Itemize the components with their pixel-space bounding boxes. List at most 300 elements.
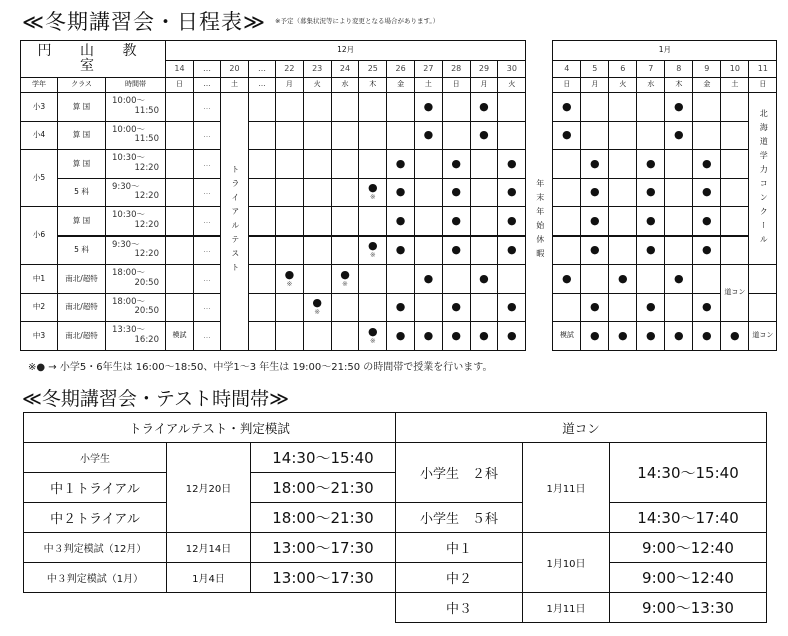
test-date: 1月11日 [523, 593, 610, 623]
holiday-column [526, 41, 553, 93]
day-cell [331, 207, 359, 236]
class-day-dot-icon: ● [590, 185, 600, 199]
class-day-dot-icon: ● [702, 300, 712, 314]
day-cell [665, 150, 693, 179]
weekday-header: 水 [331, 78, 359, 93]
time-text: 12:20 [134, 249, 159, 260]
dots-cell [249, 178, 276, 207]
day-cell [414, 93, 442, 122]
time-text: 10:00～ [112, 96, 145, 107]
date-header: 11 [749, 61, 777, 78]
date-header: 10 [721, 61, 749, 78]
day-cell [331, 236, 359, 265]
class-day-dot-icon: ● [702, 156, 712, 170]
day-cell [553, 178, 581, 207]
section-title: ≪冬期講習会・テスト時間帯≫ [22, 388, 290, 410]
class-cell: 南北/超特 [58, 322, 106, 351]
test-time: 18:00～21:30 [251, 473, 396, 503]
class-cell: 南北/超特 [58, 293, 106, 322]
time-cell [106, 322, 166, 351]
date-header: 22 [276, 61, 304, 78]
class-cell: 算 国 [58, 93, 106, 122]
class-day-dot-icon: ● [451, 213, 461, 227]
class-day-dot-icon: ● [423, 128, 434, 142]
evening-note-mark: ※ [369, 251, 376, 260]
class-day-dot-icon: ● [702, 328, 712, 342]
day-cell [749, 265, 777, 294]
day-cell [303, 93, 331, 122]
evening-note-mark: ※ [286, 279, 293, 288]
date-header: 5 [581, 61, 609, 78]
day-cell [442, 121, 470, 150]
day-cell [470, 265, 498, 294]
test-time: 9:00～13:30 [610, 593, 767, 623]
day-cell [303, 207, 331, 236]
dots-cell [249, 207, 276, 236]
day-cell [665, 207, 693, 236]
class-day-dot-icon: ● [590, 300, 600, 314]
class-day-dot-icon: ● [618, 328, 628, 342]
day-cell [553, 293, 581, 322]
date-header: 6 [609, 61, 637, 78]
weekday-header: 火 [303, 78, 331, 93]
day-cell [470, 293, 498, 322]
day-cell [331, 265, 359, 294]
dots-cell: … [194, 236, 221, 265]
day-cell [276, 150, 304, 179]
time-text: 12:20 [134, 191, 159, 202]
column-header: 学年 [21, 78, 58, 93]
schedule-row [21, 207, 777, 236]
grade-cell: 中2 [21, 293, 58, 322]
dots-cell [249, 293, 276, 322]
class-day-dot-icon: ● [562, 128, 572, 142]
grade-cell: 小6 [21, 207, 58, 265]
day-cell [498, 93, 526, 122]
time-text: 18:00～ [112, 296, 145, 307]
day-cell [276, 207, 304, 236]
day-cell [442, 322, 470, 351]
time-text: 10:30～ [112, 153, 145, 164]
day-cell [693, 207, 721, 236]
day-cell [637, 236, 665, 265]
day-cell [359, 322, 387, 351]
weekday-header: 日 [166, 78, 194, 93]
class-cell: 算 国 [58, 121, 106, 150]
time-text: 20:50 [134, 306, 159, 317]
class-day-dot-icon: ● [312, 296, 322, 310]
day-cell [414, 121, 442, 150]
day-cell [359, 265, 387, 294]
class-day-dot-icon: ● [507, 185, 517, 199]
class-day-dot-icon: ● [590, 156, 600, 170]
day-cell [387, 121, 415, 150]
class-day-dot-icon: ● [674, 99, 684, 113]
footnote: ※● → 小学5・6年生は 16:00～18:50、中学1～3 年生は 19:00～21:50 の時間帯で授業を行います。 [28, 362, 493, 373]
day-cell [387, 207, 415, 236]
day-cell [498, 322, 526, 351]
class-day-dot-icon: ● [702, 213, 712, 227]
date-header: 25 [359, 61, 387, 78]
day-cell [581, 178, 609, 207]
schedule-row [21, 121, 777, 150]
class-day-dot-icon: ● [562, 99, 572, 113]
time-cell [106, 93, 166, 122]
day-cell [414, 236, 442, 265]
time-text: 11:50 [134, 105, 159, 116]
day-cell [693, 236, 721, 265]
day-cell [442, 178, 470, 207]
day-cell [359, 293, 387, 322]
day-cell [609, 322, 637, 351]
day-cell [721, 322, 749, 351]
class-day-dot-icon: ● [367, 239, 378, 253]
test-date: 1月10日 [523, 533, 610, 593]
class-day-dot-icon: ● [367, 324, 378, 338]
class-day-dot-icon: ● [674, 271, 684, 285]
test-name: 中１トライアル [24, 473, 167, 503]
test-date: 12月20日 [167, 443, 251, 533]
trial-test-cell: トライアルテスト [221, 93, 249, 351]
month-december: 12月 [166, 41, 526, 61]
day-cell [665, 322, 693, 351]
day-cell [303, 121, 331, 150]
date-header: 7 [637, 61, 665, 78]
class-day-dot-icon: ● [395, 213, 406, 227]
class-day-dot-icon: ● [284, 267, 295, 281]
date-header: 28 [442, 61, 470, 78]
date-header: 26 [387, 61, 415, 78]
time-cell [106, 236, 166, 265]
dots-cell [249, 121, 276, 150]
weekday-header: 月 [276, 78, 304, 93]
weekday-header: 金 [693, 78, 721, 93]
day-cell [166, 93, 194, 122]
day-cell [693, 121, 721, 150]
date-header: 24 [331, 61, 359, 78]
day-cell [442, 236, 470, 265]
dots-cell: … [194, 265, 221, 294]
day-cell [693, 150, 721, 179]
weekday-header: 日 [749, 78, 777, 93]
test-time: 9:00～12:40 [610, 563, 767, 593]
day-cell [276, 93, 304, 122]
weekday-header: 土 [414, 78, 442, 93]
day-cell [553, 150, 581, 179]
day-cell [498, 265, 526, 294]
day-cell [414, 150, 442, 179]
day-cell [581, 121, 609, 150]
date-header: 23 [303, 61, 331, 78]
schedule-row [21, 322, 777, 351]
day-cell [359, 207, 387, 236]
day-cell [166, 150, 194, 179]
class-day-dot-icon: ● [646, 156, 656, 170]
day-cell [276, 293, 304, 322]
day-cell [331, 322, 359, 351]
class-day-dot-icon: ● [618, 271, 628, 285]
weekday-header: 金 [387, 78, 415, 93]
trial-test-table [23, 412, 396, 593]
class-day-dot-icon: ● [674, 328, 684, 342]
day-cell [331, 121, 359, 150]
day-cell [276, 178, 304, 207]
dots-cell: … [194, 150, 221, 179]
day-cell [665, 293, 693, 322]
class-day-dot-icon: ● [423, 271, 434, 285]
day-cell [609, 150, 637, 179]
day-cell [414, 207, 442, 236]
class-day-dot-icon: ● [451, 328, 461, 342]
table-header: トライアルテスト・判定模試 [24, 413, 396, 443]
date-header: 14 [166, 61, 194, 78]
day-cell [721, 121, 749, 150]
class-day-dot-icon: ● [395, 328, 406, 342]
class-day-dot-icon: ● [479, 271, 489, 285]
day-cell [637, 293, 665, 322]
day-cell: 道コン [721, 265, 749, 322]
day-cell [637, 178, 665, 207]
time-text: 12:20 [134, 219, 159, 230]
day-cell [693, 293, 721, 322]
class-day-dot-icon: ● [451, 300, 461, 314]
class-day-dot-icon: ● [646, 213, 656, 227]
class-day-dot-icon: ● [395, 243, 406, 257]
test-name: 中２ [396, 563, 523, 593]
time-text: 9:30～ [112, 239, 140, 250]
holiday-cell: 年末年始休暇 [526, 93, 553, 351]
day-cell [331, 293, 359, 322]
class-day-dot-icon: ● [395, 156, 406, 170]
class-cell: 5 科 [58, 178, 106, 207]
concours-cell: 北海道学力コンクール [749, 93, 777, 265]
weekday-header: 土 [221, 78, 249, 93]
time-cell [106, 121, 166, 150]
schedule-row [21, 265, 777, 294]
day-cell [387, 150, 415, 179]
schedule-note: ※予定（募集状況等により変更となる場合があります。） [275, 17, 440, 25]
class-cell: 南北/超特 [58, 265, 106, 294]
day-cell [359, 121, 387, 150]
day-cell [581, 150, 609, 179]
time-text: 9:30～ [112, 181, 140, 192]
day-cell [609, 207, 637, 236]
day-cell [166, 265, 194, 294]
test-name: 中３ [396, 593, 523, 623]
weekday-header: 木 [359, 78, 387, 93]
time-cell [106, 293, 166, 322]
day-cell [470, 121, 498, 150]
test-time: 13:00～17:30 [251, 563, 396, 593]
day-cell [387, 322, 415, 351]
day-cell [166, 178, 194, 207]
class-day-dot-icon: ● [507, 243, 517, 257]
table-header: 道コン [396, 413, 767, 443]
day-cell [414, 265, 442, 294]
day-cell [498, 207, 526, 236]
class-day-dot-icon: ● [423, 328, 434, 342]
day-cell [637, 150, 665, 179]
day-cell [721, 178, 749, 207]
schedule-row [21, 178, 777, 207]
time-text: 12:20 [134, 162, 159, 173]
class-cell: 算 国 [58, 150, 106, 179]
day-cell [553, 265, 581, 294]
class-day-dot-icon: ● [562, 271, 572, 285]
day-cell [498, 121, 526, 150]
test-date: 12月14日 [167, 533, 251, 563]
day-cell [387, 93, 415, 122]
class-day-dot-icon: ● [507, 300, 517, 314]
day-cell [609, 121, 637, 150]
day-cell [359, 93, 387, 122]
day-cell [303, 322, 331, 351]
schedule-row [21, 236, 777, 265]
test-name: 小学生 ２科 [396, 443, 523, 503]
time-text: 13:30～ [112, 325, 145, 336]
dots-cell [249, 93, 276, 122]
time-cell [106, 150, 166, 179]
day-cell [303, 150, 331, 179]
dots-cell: … [194, 293, 221, 322]
evening-note-mark: ※ [314, 308, 321, 317]
day-cell [414, 322, 442, 351]
class-cell: 5 科 [58, 236, 106, 265]
weekday-header: 月 [470, 78, 498, 93]
class-day-dot-icon: ● [730, 328, 740, 342]
weekday-header: 日 [553, 78, 581, 93]
day-cell [665, 265, 693, 294]
day-cell: 道コン [749, 322, 777, 351]
day-cell [359, 236, 387, 265]
weekday-header: 日 [442, 78, 470, 93]
schedule-table [20, 40, 777, 351]
day-cell [609, 236, 637, 265]
day-cell [581, 236, 609, 265]
class-day-dot-icon: ● [590, 328, 600, 342]
test-time: 18:00～21:30 [251, 503, 396, 533]
test-date: 1月11日 [523, 443, 610, 533]
test-name: 中２トライアル [24, 503, 167, 533]
day-cell [414, 293, 442, 322]
class-day-dot-icon: ● [507, 213, 517, 227]
grade-cell: 中3 [21, 322, 58, 351]
dots-cell: … [194, 322, 221, 351]
class-day-dot-icon: ● [479, 328, 489, 342]
day-cell [637, 322, 665, 351]
test-time: 14:30～15:40 [251, 443, 396, 473]
day-cell [470, 150, 498, 179]
class-day-dot-icon: ● [423, 99, 434, 113]
day-cell [665, 236, 693, 265]
day-cell [442, 293, 470, 322]
day-cell [470, 236, 498, 265]
test-time: 13:00～17:30 [251, 533, 396, 563]
day-cell [721, 93, 749, 122]
day-cell [470, 93, 498, 122]
class-day-dot-icon: ● [451, 185, 461, 199]
date-header: 9 [693, 61, 721, 78]
day-cell [166, 236, 194, 265]
test-time: 14:30～15:40 [610, 443, 767, 503]
day-cell [303, 178, 331, 207]
schedule-row [21, 150, 777, 179]
date-header: … [249, 61, 276, 78]
page-title: ≪冬期講習会・日程表≫ [22, 10, 266, 34]
time-cell [106, 265, 166, 294]
date-header: 4 [553, 61, 581, 78]
day-cell [470, 322, 498, 351]
dots-cell [249, 265, 276, 294]
day-cell [665, 121, 693, 150]
day-cell [331, 93, 359, 122]
day-cell [303, 265, 331, 294]
day-cell [553, 236, 581, 265]
day-cell [609, 93, 637, 122]
schedule-row [21, 293, 777, 322]
class-day-dot-icon: ● [367, 181, 378, 195]
class-day-dot-icon: ● [507, 156, 517, 170]
dots-cell: … [194, 121, 221, 150]
class-day-dot-icon: ● [646, 300, 656, 314]
class-day-dot-icon: ● [479, 128, 489, 142]
day-cell [498, 178, 526, 207]
dots-cell [249, 150, 276, 179]
test-name: 中３判定模試（1月） [24, 563, 167, 593]
class-day-dot-icon: ● [395, 185, 406, 199]
class-day-dot-icon: ● [507, 328, 517, 342]
day-cell [470, 178, 498, 207]
dots-cell: … [194, 207, 221, 236]
class-day-dot-icon: ● [395, 300, 406, 314]
class-day-dot-icon: ● [451, 243, 461, 257]
time-text: 18:00～ [112, 268, 145, 279]
dots-cell [249, 236, 276, 265]
day-cell [749, 293, 777, 322]
day-cell [693, 93, 721, 122]
day-cell [303, 236, 331, 265]
date-header: 30 [498, 61, 526, 78]
day-cell [581, 322, 609, 351]
test-name: 小学生 ５科 [396, 503, 523, 533]
evening-note-mark: ※ [369, 336, 376, 345]
day-cell [359, 150, 387, 179]
day-cell [442, 150, 470, 179]
grade-cell: 小3 [21, 93, 58, 122]
weekday-header: 木 [665, 78, 693, 93]
test-time: 14:30～17:40 [610, 503, 767, 533]
weekday-header: … [249, 78, 276, 93]
class-day-dot-icon: ● [340, 267, 350, 281]
time-cell [106, 178, 166, 207]
weekday-header: 土 [721, 78, 749, 93]
weekday-header: … [194, 78, 221, 93]
test-time: 9:00～12:40 [610, 533, 767, 563]
day-cell [498, 293, 526, 322]
day-cell: 模試 [553, 322, 581, 351]
evening-note-mark: ※ [342, 279, 348, 288]
day-cell [665, 93, 693, 122]
time-text: 20:50 [134, 277, 159, 288]
day-cell [721, 207, 749, 236]
class-day-dot-icon: ● [646, 243, 656, 257]
day-cell [331, 150, 359, 179]
time-text: 16:20 [134, 334, 159, 345]
day-cell [721, 236, 749, 265]
day-cell [581, 293, 609, 322]
day-cell [276, 322, 304, 351]
day-cell [637, 93, 665, 122]
